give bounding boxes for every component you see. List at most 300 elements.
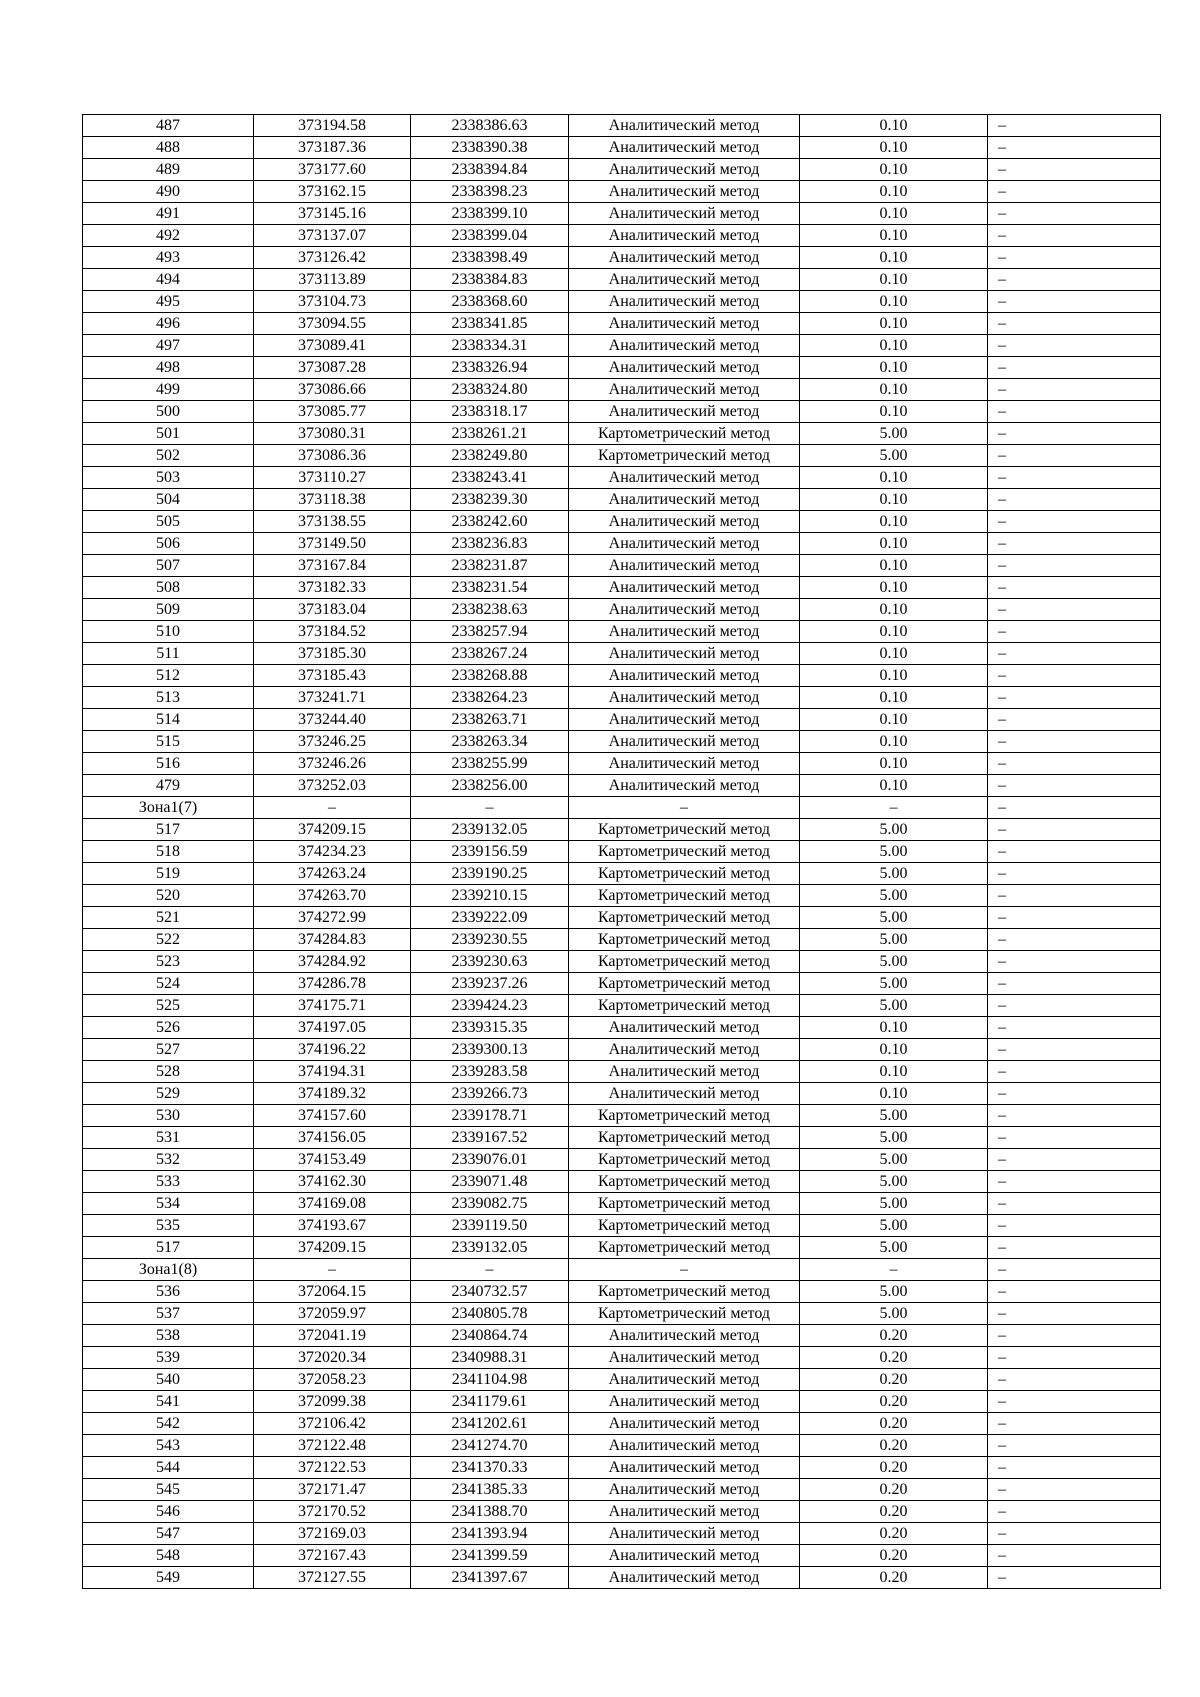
method-cell: Аналитический метод xyxy=(569,1039,800,1061)
x-coordinate-cell: 373086.66 xyxy=(254,379,411,401)
point-number-cell: 508 xyxy=(83,577,254,599)
method-cell: Аналитический метод xyxy=(569,379,800,401)
accuracy-cell: 5.00 xyxy=(800,907,988,929)
accuracy-cell: 0.20 xyxy=(800,1325,988,1347)
method-cell: Аналитический метод xyxy=(569,115,800,137)
point-number-cell: 520 xyxy=(83,885,254,907)
description-cell: – xyxy=(988,599,1161,621)
method-cell: Картометрический метод xyxy=(569,1193,800,1215)
accuracy-cell: 0.20 xyxy=(800,1347,988,1369)
table-row xyxy=(83,203,1161,225)
y-coordinate-cell: 2341399.59 xyxy=(411,1545,569,1567)
accuracy-cell: 0.10 xyxy=(800,665,988,687)
table-row xyxy=(83,1347,1161,1369)
y-coordinate-cell: 2339424.23 xyxy=(411,995,569,1017)
description-cell: – xyxy=(988,929,1161,951)
y-coordinate-cell: 2339230.55 xyxy=(411,929,569,951)
description-cell: – xyxy=(988,423,1161,445)
x-coordinate-cell: 373138.55 xyxy=(254,511,411,533)
method-cell: Картометрический метод xyxy=(569,1215,800,1237)
description-cell: – xyxy=(988,1281,1161,1303)
point-number-cell: 530 xyxy=(83,1105,254,1127)
accuracy-cell: – xyxy=(800,797,988,819)
point-number-cell: 487 xyxy=(83,115,254,137)
accuracy-cell: 5.00 xyxy=(800,1215,988,1237)
point-number-cell: 523 xyxy=(83,951,254,973)
x-coordinate-cell: 372099.38 xyxy=(254,1391,411,1413)
accuracy-cell: 5.00 xyxy=(800,1193,988,1215)
x-coordinate-cell: 373184.52 xyxy=(254,621,411,643)
table-row xyxy=(83,709,1161,731)
x-coordinate-cell: 374156.05 xyxy=(254,1127,411,1149)
description-cell: – xyxy=(988,797,1161,819)
method-cell: Аналитический метод xyxy=(569,1061,800,1083)
description-cell: – xyxy=(988,1325,1161,1347)
y-coordinate-cell: 2338263.34 xyxy=(411,731,569,753)
table-row xyxy=(83,951,1161,973)
y-coordinate-cell: 2339156.59 xyxy=(411,841,569,863)
description-cell: – xyxy=(988,1171,1161,1193)
x-coordinate-cell: 373252.03 xyxy=(254,775,411,797)
table-row xyxy=(83,1391,1161,1413)
accuracy-cell: 5.00 xyxy=(800,819,988,841)
table-row xyxy=(83,1567,1161,1589)
x-coordinate-cell: 372106.42 xyxy=(254,1413,411,1435)
accuracy-cell: 0.10 xyxy=(800,1017,988,1039)
table-row xyxy=(83,1545,1161,1567)
table-row xyxy=(83,863,1161,885)
point-number-cell: 512 xyxy=(83,665,254,687)
accuracy-cell: – xyxy=(800,1259,988,1281)
y-coordinate-cell: 2338236.83 xyxy=(411,533,569,555)
method-cell: Аналитический метод xyxy=(569,665,800,687)
table-row xyxy=(83,753,1161,775)
y-coordinate-cell: 2339283.58 xyxy=(411,1061,569,1083)
accuracy-cell: 0.10 xyxy=(800,775,988,797)
table-row xyxy=(83,775,1161,797)
y-coordinate-cell: 2341274.70 xyxy=(411,1435,569,1457)
point-number-cell: 488 xyxy=(83,137,254,159)
method-cell: Картометрический метод xyxy=(569,445,800,467)
method-cell: Аналитический метод xyxy=(569,1479,800,1501)
description-cell: – xyxy=(988,1039,1161,1061)
description-cell: – xyxy=(988,335,1161,357)
method-cell: Картометрический метод xyxy=(569,885,800,907)
accuracy-cell: 5.00 xyxy=(800,995,988,1017)
y-coordinate-cell: 2339266.73 xyxy=(411,1083,569,1105)
description-cell: – xyxy=(988,1479,1161,1501)
point-number-cell: 517 xyxy=(83,1237,254,1259)
point-number-cell: 529 xyxy=(83,1083,254,1105)
table-row xyxy=(83,1501,1161,1523)
accuracy-cell: 0.10 xyxy=(800,533,988,555)
point-number-cell: 543 xyxy=(83,1435,254,1457)
accuracy-cell: 0.10 xyxy=(800,181,988,203)
table-row xyxy=(83,1171,1161,1193)
point-number-cell: 531 xyxy=(83,1127,254,1149)
description-cell: – xyxy=(988,115,1161,137)
x-coordinate-cell: 373244.40 xyxy=(254,709,411,731)
method-cell: Картометрический метод xyxy=(569,819,800,841)
x-coordinate-cell: 374175.71 xyxy=(254,995,411,1017)
accuracy-cell: 5.00 xyxy=(800,1149,988,1171)
y-coordinate-cell: – xyxy=(411,1259,569,1281)
y-coordinate-cell: 2339300.13 xyxy=(411,1039,569,1061)
x-coordinate-cell: 373185.30 xyxy=(254,643,411,665)
x-coordinate-cell: 374263.70 xyxy=(254,885,411,907)
method-cell: Аналитический метод xyxy=(569,1501,800,1523)
table-row xyxy=(83,137,1161,159)
description-cell: – xyxy=(988,1127,1161,1149)
x-coordinate-cell: 372170.52 xyxy=(254,1501,411,1523)
accuracy-cell: 0.10 xyxy=(800,401,988,423)
y-coordinate-cell: 2340864.74 xyxy=(411,1325,569,1347)
table-row xyxy=(83,797,1161,819)
description-cell: – xyxy=(988,247,1161,269)
table-row xyxy=(83,467,1161,489)
point-number-cell: 544 xyxy=(83,1457,254,1479)
accuracy-cell: 5.00 xyxy=(800,929,988,951)
x-coordinate-cell: 372171.47 xyxy=(254,1479,411,1501)
y-coordinate-cell: 2341179.61 xyxy=(411,1391,569,1413)
description-cell: – xyxy=(988,357,1161,379)
description-cell: – xyxy=(988,1347,1161,1369)
method-cell: Картометрический метод xyxy=(569,1149,800,1171)
x-coordinate-cell: 372020.34 xyxy=(254,1347,411,1369)
method-cell: Аналитический метод xyxy=(569,467,800,489)
description-cell: – xyxy=(988,269,1161,291)
point-number-cell: 541 xyxy=(83,1391,254,1413)
accuracy-cell: 5.00 xyxy=(800,841,988,863)
method-cell: Аналитический метод xyxy=(569,709,800,731)
method-cell: Аналитический метод xyxy=(569,291,800,313)
method-cell: Аналитический метод xyxy=(569,357,800,379)
description-cell: – xyxy=(988,1149,1161,1171)
method-cell: Аналитический метод xyxy=(569,753,800,775)
y-coordinate-cell: 2338256.00 xyxy=(411,775,569,797)
x-coordinate-cell: 374209.15 xyxy=(254,819,411,841)
y-coordinate-cell: 2339210.15 xyxy=(411,885,569,907)
accuracy-cell: 0.10 xyxy=(800,709,988,731)
y-coordinate-cell: 2338341.85 xyxy=(411,313,569,335)
method-cell: Аналитический метод xyxy=(569,731,800,753)
accuracy-cell: 5.00 xyxy=(800,951,988,973)
x-coordinate-cell: 373145.16 xyxy=(254,203,411,225)
accuracy-cell: 0.10 xyxy=(800,1039,988,1061)
accuracy-cell: 5.00 xyxy=(800,863,988,885)
description-cell: – xyxy=(988,709,1161,731)
x-coordinate-cell: 373246.26 xyxy=(254,753,411,775)
point-number-cell: 540 xyxy=(83,1369,254,1391)
method-cell: Аналитический метод xyxy=(569,621,800,643)
point-number-cell: Зона1(8) xyxy=(83,1259,254,1281)
description-cell: – xyxy=(988,137,1161,159)
table-row xyxy=(83,1083,1161,1105)
x-coordinate-cell: 374286.78 xyxy=(254,973,411,995)
table-row xyxy=(83,907,1161,929)
method-cell: – xyxy=(569,797,800,819)
x-coordinate-cell: 373104.73 xyxy=(254,291,411,313)
point-number-cell: 510 xyxy=(83,621,254,643)
description-cell: – xyxy=(988,1259,1161,1281)
y-coordinate-cell: 2338324.80 xyxy=(411,379,569,401)
x-coordinate-cell: 373182.33 xyxy=(254,577,411,599)
table-row xyxy=(83,115,1161,137)
method-cell: Аналитический метод xyxy=(569,1457,800,1479)
y-coordinate-cell: 2338255.99 xyxy=(411,753,569,775)
x-coordinate-cell: 373086.36 xyxy=(254,445,411,467)
method-cell: Аналитический метод xyxy=(569,555,800,577)
y-coordinate-cell: 2338384.83 xyxy=(411,269,569,291)
description-cell: – xyxy=(988,1435,1161,1457)
description-cell: – xyxy=(988,863,1161,885)
table-row xyxy=(83,1127,1161,1149)
y-coordinate-cell: 2338249.80 xyxy=(411,445,569,467)
point-number-cell: 526 xyxy=(83,1017,254,1039)
x-coordinate-cell: 374189.32 xyxy=(254,1083,411,1105)
method-cell: Картометрический метод xyxy=(569,995,800,1017)
table-row xyxy=(83,269,1161,291)
point-number-cell: 496 xyxy=(83,313,254,335)
table-row xyxy=(83,885,1161,907)
point-number-cell: 514 xyxy=(83,709,254,731)
table-row xyxy=(83,621,1161,643)
accuracy-cell: 0.10 xyxy=(800,291,988,313)
table-row xyxy=(83,1479,1161,1501)
point-number-cell: 545 xyxy=(83,1479,254,1501)
description-cell: – xyxy=(988,467,1161,489)
method-cell: Картометрический метод xyxy=(569,1105,800,1127)
method-cell: Аналитический метод xyxy=(569,1347,800,1369)
y-coordinate-cell: 2338268.88 xyxy=(411,665,569,687)
y-coordinate-cell: 2338261.21 xyxy=(411,423,569,445)
table-row xyxy=(83,995,1161,1017)
x-coordinate-cell: 374162.30 xyxy=(254,1171,411,1193)
description-cell: – xyxy=(988,1501,1161,1523)
method-cell: Картометрический метод xyxy=(569,863,800,885)
table-row xyxy=(83,1369,1161,1391)
method-cell: Аналитический метод xyxy=(569,1369,800,1391)
point-number-cell: 528 xyxy=(83,1061,254,1083)
description-cell: – xyxy=(988,533,1161,555)
y-coordinate-cell: 2338386.63 xyxy=(411,115,569,137)
table-row xyxy=(83,1215,1161,1237)
table-row xyxy=(83,291,1161,313)
description-cell: – xyxy=(988,665,1161,687)
method-cell: Аналитический метод xyxy=(569,643,800,665)
table-row xyxy=(83,247,1161,269)
point-number-cell: 492 xyxy=(83,225,254,247)
description-cell: – xyxy=(988,819,1161,841)
x-coordinate-cell: 373194.58 xyxy=(254,115,411,137)
description-cell: – xyxy=(988,995,1161,1017)
accuracy-cell: 0.10 xyxy=(800,137,988,159)
y-coordinate-cell: 2339082.75 xyxy=(411,1193,569,1215)
description-cell: – xyxy=(988,1567,1161,1589)
accuracy-cell: 0.20 xyxy=(800,1479,988,1501)
table-row xyxy=(83,1259,1161,1281)
table-row xyxy=(83,313,1161,335)
method-cell: Аналитический метод xyxy=(569,1083,800,1105)
description-cell: – xyxy=(988,621,1161,643)
point-number-cell: 547 xyxy=(83,1523,254,1545)
y-coordinate-cell: 2341393.94 xyxy=(411,1523,569,1545)
description-cell: – xyxy=(988,1457,1161,1479)
point-number-cell: 498 xyxy=(83,357,254,379)
accuracy-cell: 0.10 xyxy=(800,1083,988,1105)
y-coordinate-cell: 2339190.25 xyxy=(411,863,569,885)
table-row xyxy=(83,423,1161,445)
method-cell: Аналитический метод xyxy=(569,1523,800,1545)
point-number-cell: 527 xyxy=(83,1039,254,1061)
table-row xyxy=(83,159,1161,181)
table-row xyxy=(83,1281,1161,1303)
method-cell: Аналитический метод xyxy=(569,1017,800,1039)
method-cell: Аналитический метод xyxy=(569,1391,800,1413)
accuracy-cell: 5.00 xyxy=(800,1237,988,1259)
accuracy-cell: 0.10 xyxy=(800,467,988,489)
table-row xyxy=(83,1457,1161,1479)
accuracy-cell: 5.00 xyxy=(800,1303,988,1325)
table-row xyxy=(83,225,1161,247)
description-cell: – xyxy=(988,577,1161,599)
y-coordinate-cell: 2338390.38 xyxy=(411,137,569,159)
table-row xyxy=(83,1303,1161,1325)
point-number-cell: 521 xyxy=(83,907,254,929)
y-coordinate-cell: – xyxy=(411,797,569,819)
point-number-cell: 534 xyxy=(83,1193,254,1215)
point-number-cell: 549 xyxy=(83,1567,254,1589)
y-coordinate-cell: 2341370.33 xyxy=(411,1457,569,1479)
x-coordinate-cell: 373246.25 xyxy=(254,731,411,753)
y-coordinate-cell: 2338242.60 xyxy=(411,511,569,533)
point-number-cell: 518 xyxy=(83,841,254,863)
point-number-cell: 532 xyxy=(83,1149,254,1171)
method-cell: Аналитический метод xyxy=(569,159,800,181)
y-coordinate-cell: 2338267.24 xyxy=(411,643,569,665)
table-row xyxy=(83,599,1161,621)
x-coordinate-cell: 373183.04 xyxy=(254,599,411,621)
table-row xyxy=(83,841,1161,863)
description-cell: – xyxy=(988,753,1161,775)
accuracy-cell: 0.10 xyxy=(800,643,988,665)
accuracy-cell: 0.20 xyxy=(800,1435,988,1457)
x-coordinate-cell: 372169.03 xyxy=(254,1523,411,1545)
point-number-cell: 515 xyxy=(83,731,254,753)
y-coordinate-cell: 2338334.31 xyxy=(411,335,569,357)
point-number-cell: 533 xyxy=(83,1171,254,1193)
table-row xyxy=(83,929,1161,951)
accuracy-cell: 5.00 xyxy=(800,885,988,907)
accuracy-cell: 5.00 xyxy=(800,1105,988,1127)
description-cell: – xyxy=(988,1061,1161,1083)
point-number-cell: 524 xyxy=(83,973,254,995)
description-cell: – xyxy=(988,203,1161,225)
accuracy-cell: 0.10 xyxy=(800,269,988,291)
table-row xyxy=(83,577,1161,599)
y-coordinate-cell: 2339119.50 xyxy=(411,1215,569,1237)
accuracy-cell: 0.10 xyxy=(800,687,988,709)
x-coordinate-cell: – xyxy=(254,797,411,819)
y-coordinate-cell: 2338318.17 xyxy=(411,401,569,423)
accuracy-cell: 0.10 xyxy=(800,313,988,335)
point-number-cell: 509 xyxy=(83,599,254,621)
y-coordinate-cell: 2339222.09 xyxy=(411,907,569,929)
table-row xyxy=(83,687,1161,709)
accuracy-cell: 0.20 xyxy=(800,1457,988,1479)
y-coordinate-cell: 2338238.63 xyxy=(411,599,569,621)
point-number-cell: 506 xyxy=(83,533,254,555)
method-cell: Аналитический метод xyxy=(569,599,800,621)
point-number-cell: 501 xyxy=(83,423,254,445)
point-number-cell: 499 xyxy=(83,379,254,401)
description-cell: – xyxy=(988,1413,1161,1435)
point-number-cell: 548 xyxy=(83,1545,254,1567)
x-coordinate-cell: 372059.97 xyxy=(254,1303,411,1325)
point-number-cell: 519 xyxy=(83,863,254,885)
y-coordinate-cell: 2339315.35 xyxy=(411,1017,569,1039)
x-coordinate-cell: 373080.31 xyxy=(254,423,411,445)
accuracy-cell: 0.10 xyxy=(800,753,988,775)
point-number-cell: 537 xyxy=(83,1303,254,1325)
accuracy-cell: 0.20 xyxy=(800,1413,988,1435)
point-number-cell: 503 xyxy=(83,467,254,489)
table-row xyxy=(83,973,1161,995)
description-cell: – xyxy=(988,1215,1161,1237)
x-coordinate-cell: 374196.22 xyxy=(254,1039,411,1061)
method-cell: Картометрический метод xyxy=(569,929,800,951)
coordinates-table-body xyxy=(83,115,1161,1589)
method-cell: Аналитический метод xyxy=(569,687,800,709)
x-coordinate-cell: 373137.07 xyxy=(254,225,411,247)
y-coordinate-cell: 2341385.33 xyxy=(411,1479,569,1501)
accuracy-cell: 0.20 xyxy=(800,1567,988,1589)
x-coordinate-cell: 373118.38 xyxy=(254,489,411,511)
y-coordinate-cell: 2338399.04 xyxy=(411,225,569,247)
x-coordinate-cell: 374193.67 xyxy=(254,1215,411,1237)
point-number-cell: 505 xyxy=(83,511,254,533)
x-coordinate-cell: 373177.60 xyxy=(254,159,411,181)
point-number-cell: Зона1(7) xyxy=(83,797,254,819)
x-coordinate-cell: 372064.15 xyxy=(254,1281,411,1303)
y-coordinate-cell: 2339230.63 xyxy=(411,951,569,973)
x-coordinate-cell: 374197.05 xyxy=(254,1017,411,1039)
point-number-cell: 490 xyxy=(83,181,254,203)
x-coordinate-cell: 374272.99 xyxy=(254,907,411,929)
method-cell: Аналитический метод xyxy=(569,1545,800,1567)
method-cell: Аналитический метод xyxy=(569,1413,800,1435)
accuracy-cell: 5.00 xyxy=(800,1171,988,1193)
description-cell: – xyxy=(988,687,1161,709)
y-coordinate-cell: 2338263.71 xyxy=(411,709,569,731)
accuracy-cell: 5.00 xyxy=(800,1127,988,1149)
x-coordinate-cell: 374194.31 xyxy=(254,1061,411,1083)
point-number-cell: 500 xyxy=(83,401,254,423)
description-cell: – xyxy=(988,511,1161,533)
y-coordinate-cell: 2339132.05 xyxy=(411,1237,569,1259)
table-row xyxy=(83,401,1161,423)
y-coordinate-cell: 2341104.98 xyxy=(411,1369,569,1391)
x-coordinate-cell: – xyxy=(254,1259,411,1281)
table-row xyxy=(83,445,1161,467)
method-cell: Картометрический метод xyxy=(569,423,800,445)
table-row xyxy=(83,357,1161,379)
x-coordinate-cell: 374263.24 xyxy=(254,863,411,885)
method-cell: Аналитический метод xyxy=(569,181,800,203)
table-row xyxy=(83,1193,1161,1215)
accuracy-cell: 0.10 xyxy=(800,203,988,225)
x-coordinate-cell: 373085.77 xyxy=(254,401,411,423)
